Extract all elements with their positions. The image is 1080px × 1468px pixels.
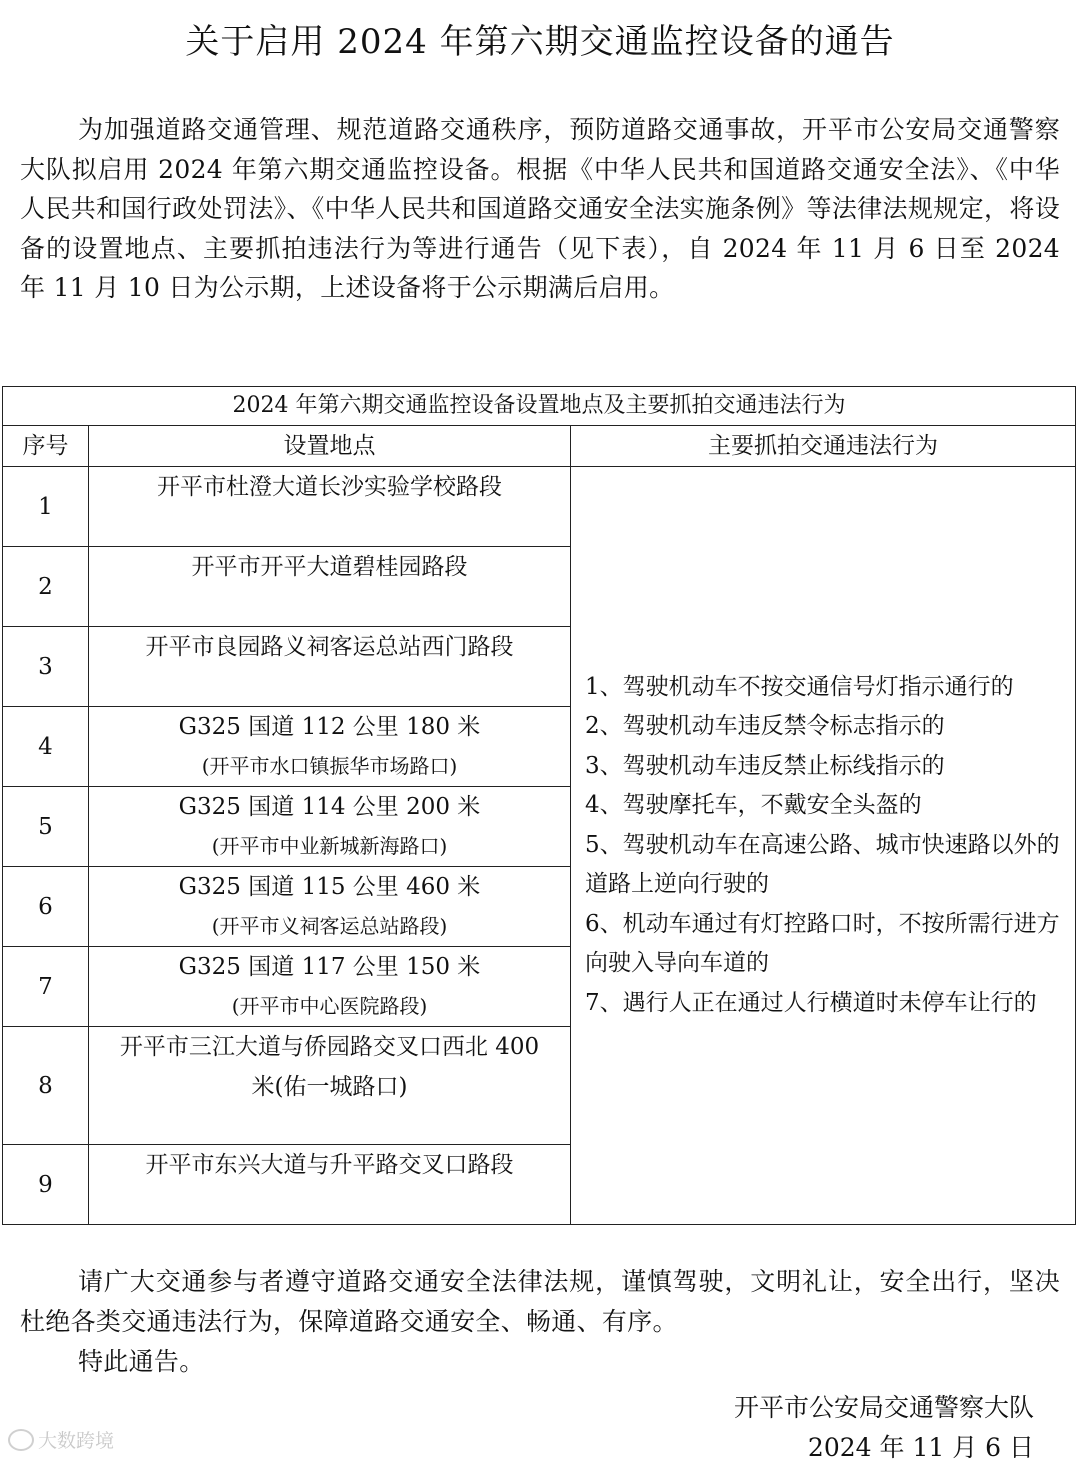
location-main: G325 国道 112 公里 180 米 [178, 714, 481, 740]
row-number: 5 [3, 787, 89, 867]
row-location: 开平市三江大道与侨园路交叉口西北 400 米(佑一城路口) [89, 1027, 571, 1145]
signature-block [734, 1388, 1034, 1468]
header-violations: 主要抓拍交通违法行为 [571, 426, 1076, 467]
row-number: 2 [3, 547, 89, 627]
closing-statement: 特此通告。 [78, 1347, 205, 1376]
row-location: 开平市杜澄大道长沙实验学校路段 [89, 467, 571, 547]
location-sub: (开平市中业新城新海路口) [211, 834, 448, 858]
header-no: 序号 [3, 426, 89, 467]
location-main: G325 国道 115 公里 460 米 [178, 874, 481, 900]
row-location: 开平市开平大道碧桂园路段 [89, 547, 571, 627]
violation-item: 4、驾驶摩托车，不戴安全头盔的 [585, 792, 922, 819]
closing-paragraph: 请广大交通参与者遵守道路交通安全法律法规，谨慎驾驶，文明礼让，安全出行，坚决杜绝各类交通违法行为，保障道路交通安全、畅通、有序。 [20, 1267, 1060, 1336]
row-number: 1 [3, 467, 89, 547]
location-main: G325 国道 114 公里 200 米 [178, 794, 481, 820]
table-row [3, 467, 1076, 547]
row-location [89, 707, 571, 787]
row-location [89, 947, 571, 1027]
device-table [2, 386, 1076, 1225]
row-number: 6 [3, 867, 89, 947]
intro-paragraph: 为加强道路交通管理、规范道路交通秩序，预防道路交通事故，开平市公安局交通警察大队拟启用 2024 年第六期交通监控设备。根据《中华人民共和国道路交通安全法》、《中华人民共和国行政处罚法》、《中华人民共和国道路交通安全法实施条例》等法律法规规定，将设备的设置地点、主要抓拍违法行为等进行通告（见下表），自 2024 年 11 月 6 日至 2024 年 11 月 10 日为公示期，上述设备将于公示期满后启用。 [20, 115, 1060, 302]
signature-date: 2024 年 11 月 6 日 [807, 1433, 1034, 1462]
row-number: 3 [3, 627, 89, 707]
table-caption: 2024 年第六期交通监控设备设置地点及主要抓拍交通违法行为 [3, 387, 1076, 426]
violation-item: 1、驾驶机动车不按交通信号灯指示通行的 [585, 673, 1014, 700]
location-sub: (开平市中心医院路段) [231, 994, 428, 1018]
row-location [89, 787, 571, 867]
violations-cell [571, 467, 1076, 1225]
row-number: 9 [3, 1145, 89, 1225]
notice-title: 关于启用 2024 年第六期交通监控设备的通告 [185, 22, 895, 62]
violation-item: 6、机动车通过有灯控路口时，不按所需行进方向驶入导向车道的 [585, 910, 1060, 977]
watermark-text: 大数跨境 [38, 1430, 115, 1452]
signature-org: 开平市公安局交通警察大队 [733, 1393, 1034, 1422]
watermark [8, 1426, 114, 1453]
watermark-logo-icon [8, 1429, 34, 1451]
violation-item: 2、驾驶机动车违反禁令标志指示的 [585, 713, 945, 740]
row-location: 开平市东兴大道与升平路交叉口路段 [89, 1145, 571, 1225]
location-sub: (开平市水口镇振华市场路口) [201, 754, 458, 778]
row-location [89, 867, 571, 947]
header-location: 设置地点 [89, 426, 571, 467]
location-sub: (开平市义祠客运总站路段) [211, 914, 448, 938]
row-number: 7 [3, 947, 89, 1027]
row-number: 4 [3, 707, 89, 787]
violation-item: 5、驾驶机动车在高速公路、城市快速路以外的道路上逆向行驶的 [585, 831, 1060, 898]
row-number: 8 [3, 1027, 89, 1145]
location-main: G325 国道 117 公里 150 米 [178, 954, 481, 980]
violation-item: 7、遇行人正在通过人行横道时未停车让行的 [585, 989, 1037, 1016]
violation-item: 3、驾驶机动车违反禁止标线指示的 [585, 752, 945, 779]
row-location: 开平市良园路义祠客运总站西门路段 [89, 627, 571, 707]
